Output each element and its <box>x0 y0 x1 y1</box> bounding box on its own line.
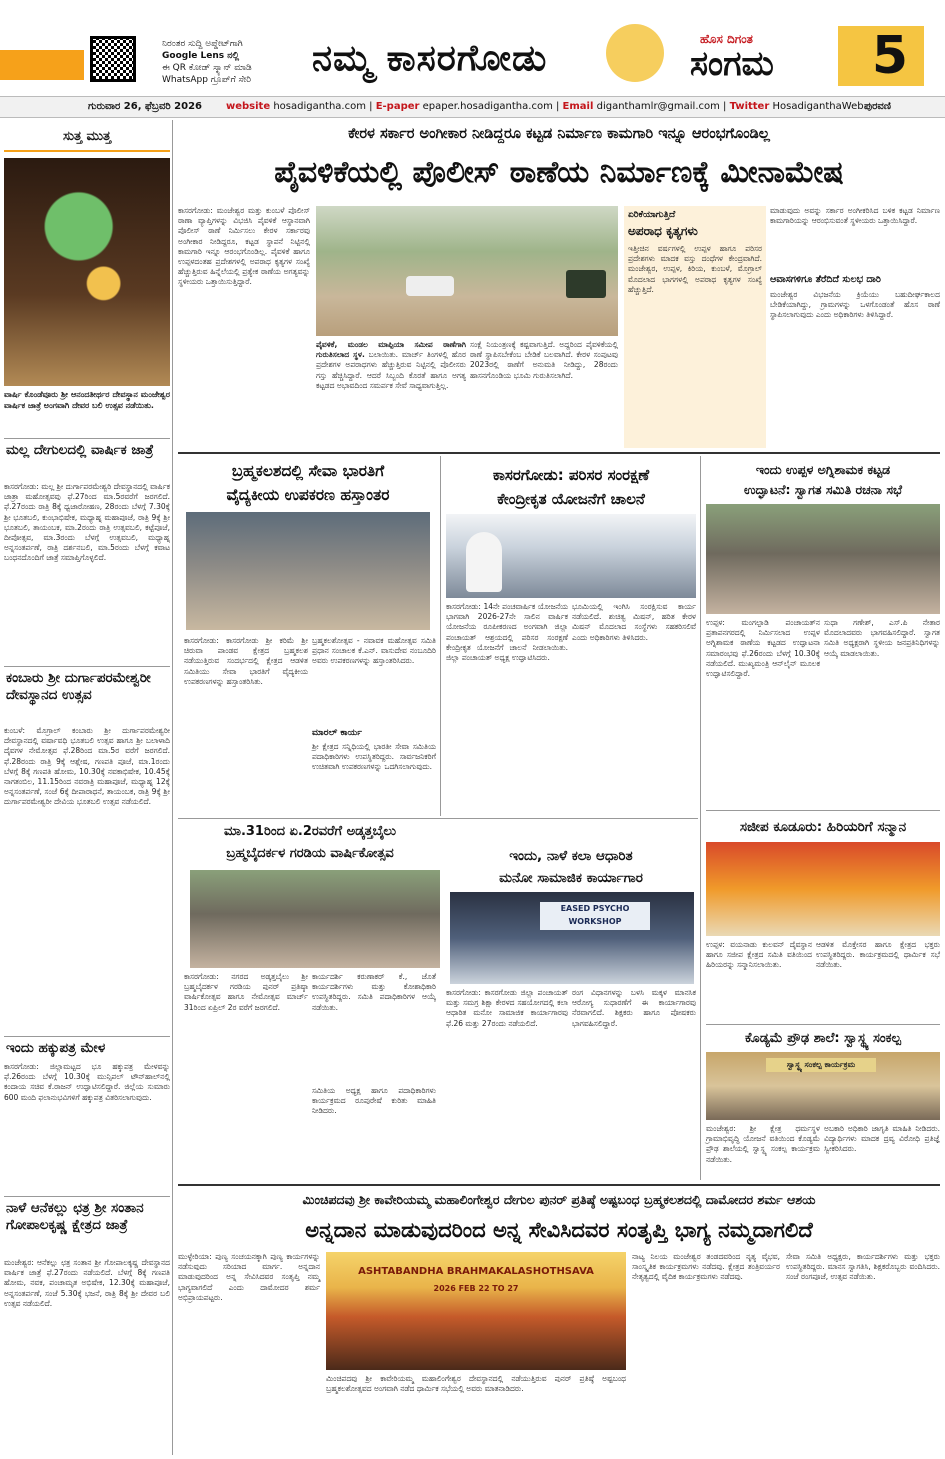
story1-title: ಮಲ್ಲ ದೇಗುಲದಲ್ಲಿ ವಾರ್ಷಿಕ ಜಾತ್ರೆ <box>6 442 154 458</box>
email-link[interactable]: diganthamlr@gmail.com <box>596 101 720 112</box>
school-headline: ಕೊಡ್ಯಮೆ ಪ್ರೌಢ ಶಾಲೆ: ಸ್ವಾಸ್ಥ್ಯ ಸಂಕಲ್ಪ <box>745 1031 901 1046</box>
env-headline-l1: ಕಾಸರಗೋಡು: ಪರಿಸರ ಸಂರಕ್ಷಣೆ <box>492 466 650 484</box>
seva-headline-l2: ವೈದ್ಯಕೀಯ ಉಪಕರಣ ಹಸ್ತಾಂತರ <box>226 486 390 504</box>
sajipa-text-b: ಆಡಳಿತ ಮೊಕ್ತೇಸರ ಹಾಗೂ ಕ್ಷೇತ್ರದ ಭಕ್ತರು ಉಪಸ್ಥಿತರಿದ್ದರು. ಕಾರ್ಯಕ್ರಮದಲ್ಲಿ ಧಾರ್ಮಿಕ ಸಭೆ ನಡೆಯಿತು. <box>816 940 940 970</box>
adka-text-b: ಕಾರ್ಯದರ್ಶಿ ಕರುಣಾಕರ್ ಕೆ., ಜೊತೆ ಕಾರ್ಯದರ್ಶಿಗಳು ಮತ್ತು ಕೋಶಾಧಿಕಾರಿ ಉಪಸ್ಥಿತರಿದ್ದರು. ಸಮಿತಿ ಪದಾಧಿಕಾರಿಗಳ ಆಯ್ಕೆ ನಡೆಯಿತು. <box>312 972 436 1012</box>
kala-slide: EASED PSYCHO WORKSHOP <box>540 902 650 930</box>
qr-line-2: Google Lens ನಲ್ಲಿ <box>162 51 240 61</box>
lead-photo-caption: ಪೈವಳಿಕೆ, ಮಂಡಲ ಮಾಪ್ಪಿಯಾ ಸಮೀಪ ಠಾಣೆಗಾಗಿ ಗುರುತಿಸಲಾದ ಸ್ಥಳ. <box>316 340 466 360</box>
divider <box>4 666 170 667</box>
temple-photo <box>4 158 170 386</box>
adka-headline-l2: ಬ್ರಹ್ಮಬೈದರ್ಕಳ ಗರಡಿಯ ವಾರ್ಷಿಕೋತ್ಸವ <box>226 846 394 861</box>
twitter-label: Twitter <box>729 101 770 112</box>
sajipa-headline: ಸಜೀಪ ಕೂಡೂರು: ಹಿರಿಯರಿಗೆ ಸನ್ಮಾನ <box>739 819 907 835</box>
masthead-accent-bar <box>0 50 84 80</box>
story3-text: ಕಾಸರಗೋಡು: ಜಿಲ್ಲಾಮಟ್ಟದ ಭೂ ಹಕ್ಕುಪತ್ರ ಮೇಳವನ್ನು ಫೆ.26ರಂದು ಬೆಳಗ್ಗೆ 10.30ಕ್ಕೆ ಮುನ್ಸಿಪಲ್ ಟೌನ್‌ಹಾಲ್‌ನಲ್ಲಿ ಕಂದಾಯ ಸಚಿವ ಕೆ.ರಾಜನ್ ಉದ್ಘಾಟಿಸಲಿದ್ದಾರೆ. ಜಿಲ್ಲೆಯ ಸುಮಾರು 600 ಮಂದಿ ಫಲಾನುಭವಿಗಳಿಗೆ ಹಕ್ಕುಪತ್ರ ವಿತರಿಸಲಾಗುವುದು. <box>4 1062 170 1102</box>
column-divider <box>172 120 173 1455</box>
seva-text-b: ಬ್ರಹ್ಮಕಲಶೋತ್ಸವ - ನವಾವಕ ಮಹೋತ್ಸವ ಸಮಿತಿ ಪ್ರಧಾನ ಸಂಚಾಲಕ ಕೆ.ಎನ್. ವಾಸುದೇವ ನಂಬೂದಿರಿ ಅವರು ಉಪಕರಣಗಳನ್ನು ಹಸ್ತಾಂತರಿಸಿದರು. <box>312 636 436 666</box>
story4-title: ನಾಳೆ ಆನೆಕಲ್ಲು ಛತ್ರ ಶ್ರೀ ಸಂತಾನ ಗೋಪಾಲಕೃಷ್ಣ ಕ್ಷೇತ್ರದ ಜಾತ್ರೆ <box>6 1200 144 1233</box>
story2-title: ಕಂಬಾರು ಶ್ರೀ ದುರ್ಗಾಪರಮೇಶ್ವರೀ ದೇವಸ್ಥಾನದ ಉತ್ಸವ <box>6 670 151 703</box>
seva-headline-l1: ಬ್ರಹ್ಮಕಲಶದಲ್ಲಿ ಸೇವಾ ಭಾರತಿಗೆ <box>231 462 385 480</box>
website-label: website <box>226 101 271 112</box>
school-text: ಮಂಜೇಶ್ವರ: ಶ್ರೀ ಕ್ಷೇತ್ರ ಧರ್ಮಸ್ಥಳ ಗ್ರಾಮಾಭಿವೃದ್ಧಿ ಯೋಜನೆ ವತಿಯಿಂದ ಕೊಡ್ಯಮೆ ಪ್ರೌಢ ಶಾಲೆಯಲ್ಲಿ ಸ್ವಾಸ್ಥ್ಯ ಸಂಕಲ್ಪ ಕಾರ್ಯಕ್ರಮ ನಡೆಯಿತು. <box>706 1124 820 1164</box>
crime-sidebox <box>624 206 766 448</box>
divider <box>178 818 698 819</box>
page-number: 5 <box>871 26 909 86</box>
banner-text: ASHTABANDHA BRAHMAKALASHOTHSAVA <box>358 1266 594 1277</box>
bottom-col4: ಸೇವಾ ಸಮಿತಿ ಅಧ್ಯಕ್ಷರು, ಕಾರ್ಯದರ್ಶಿಗಳು ಮತ್ತು ಭಕ್ತರು ಉಪಸ್ಥಿತರಿದ್ದರು. ಮಾನಸ ಸ್ವಾಗತಿಸಿ, ಶಿಕ್ಷಕರೊಬ್ಬರು ವಂದಿಸಿದರು. ಸಂಜೆ ರಂಗಪೂಜೆ, ಉತ್ಸವ ನಡೆಯಿತು. <box>786 1252 940 1282</box>
site-photo <box>316 206 618 336</box>
left-sidebar <box>4 120 170 1455</box>
seva-text-c: ಶ್ರೀ ಕ್ಷೇತ್ರದ ಸನ್ನಿಧಿಯಲ್ಲಿ ಭಾರತೀ ಸೇವಾ ಸಮಿತಿಯ ಪದಾಧಿಕಾರಿಗಳು ಉಪಸ್ಥಿತರಿದ್ದರು. ಸಾರ್ವಜನಿಕರಿಗೆ ಉಚಿತವಾಗಿ ಉಪಕರಣಗಳನ್ನು ಒದಗಿಸಲಾಗುವುದು. <box>312 742 436 772</box>
story3-title: ಇಂದು ಹಕ್ಕುಪತ್ರ ಮೇಳ <box>6 1040 106 1056</box>
adka-headline-l1: ಮಾ.31ರಿಂದ ಏ.2ರವರೆಗೆ ಅಡ್ಕತ್ತಬೈಲು <box>224 824 396 839</box>
speaker-shape <box>466 532 502 592</box>
env-text-b: ಭೂಮಿಯಲ್ಲಿ ಇಂಗಿಸಿ ಸಂರಕ್ಷಿಸುವ ಕಾರ್ಯ ನಡೆಯಲಿದೆ. ಶುಚಿತ್ವ ಮಿಷನ್, ಹರಿತ ಕೇರಳ ಮಿಷನ್ ಮೊದಲಾದ ಸಂಸ್ಥೆಗಳು ಸಹಕರಿಸಲಿವೆ ಎಂದು ಅಧಿಕಾರಿಗಳು ತಿಳಿಸಿದರು. <box>572 602 696 642</box>
info-bar <box>0 96 945 118</box>
seva-sub: ಮಾರಲ್ ಕಾರ್ಯ <box>312 728 362 738</box>
crime-title: ಅಪರಾಧ ಕೃತ್ಯಗಳು <box>628 224 698 238</box>
lead-col5: ಮಾಡುವುದು ಅವನ್ನು ಸರ್ಕಾರ ಅಂಗೀಕರಿಸಿದ ಬಳಿಕ ಕಟ್ಟಡ ನಿರ್ಮಾಣ ಕಾಮಗಾರಿಯನ್ನು ಆರಂಭಿಸುವಂತೆ ಸ್ಥಳೀಯರು ಒತ್ತಾಯಿಸಿದ್ದಾರೆ. <box>770 206 940 226</box>
website-link[interactable]: hosadigantha.com <box>273 101 366 112</box>
seva-photo <box>186 512 430 630</box>
crime-text: ಇತ್ತೀಚಿನ ವರ್ಷಗಳಲ್ಲಿ ಉಪ್ಪಳ ಹಾಗೂ ಪರಿಸರ ಪ್ರದೇಶಗಳು ಮಾದಕ ವಸ್ತು ದಂಧೆಗಳ ಕೇಂದ್ರವಾಗಿದೆ. ಮಂಜೇಶ್ವರ, ಉಪ್ಪಳ, ಕಿರಿಯ, ಕುಂಬಳೆ, ಮೊಗ್ರಾಲ್ ಮೊದಲಾದ ಭಾಗಗಳಲ್ಲಿ ಅಪರಾಧ ಕೃತ್ಯಗಳ ಸಂಖ್ಯೆ ಹೆಚ್ಚುತ್ತಿದೆ. <box>628 244 762 294</box>
issue-date: ಗುರುವಾರ 26, ಫೆಬ್ರವರಿ 2026 <box>88 101 203 112</box>
sajipa-text: ಉಪ್ಪಳ: ವಯನಾಡು ಕುಲವನ್ ದೈವಸ್ಥಾನ ಹಾಗೂ ಸಜೀಪ ಕ್ಷೇತ್ರದ ಸಮಿತಿ ವತಿಯಿಂದ ಹಿರಿಯರನ್ನು ಸನ್ಮಾನಿಸಲಾಯಿತು. <box>706 940 812 970</box>
page-title: ನಮ್ಮ ಕಾಸರಗೋಡು <box>312 37 548 79</box>
lead-col3: ಸಂಕ್ಷೆ ನಿಯಂತ್ರಣಕ್ಕೆ ಕಷ್ಟವಾಗುತ್ತಿದೆ. ಅದ್ದರಿಂದ ಪೈವಳಿಕೆಯಲ್ಲಿ ಠಾಣೆ ಸ್ಥಾಪಿಸಬೇಕೆಂಬ ಬೇಡಿಕೆ ಬಲವಾಗಿದೆ. ಕೇರಳ ಸಂಪುಟವು 2023ರಲ್ಲಿ ಠಾಣೆಗೆ ಅನುಮತಿ ನೀಡಿದ್ದು, 28ರಂದು ಹಾಸನಗೊಂಡಿಯ ಭೂಮಿ ಗುರುತಿಸಲಾಗಿದೆ. <box>470 340 618 380</box>
qr-line-1: ನಿರಂತರ ಸುದ್ದಿ ಅಪ್ಡೇಟ್‌ಗಾಗಿ <box>162 39 243 49</box>
school-text-b: ಅಬಕಾರಿ ಅಧಿಕಾರಿ ಜಾಗೃತಿ ಮಾಹಿತಿ ನೀಡಿದರು. ವಿದ್ಯಾರ್ಥಿಗಳು ಮಾದಕ ದ್ರವ್ಯ ವಿರೋಧಿ ಪ್ರತಿಜ್ಞೆ ಸ್ವೀಕರಿಸಿದರು. <box>824 1124 940 1154</box>
kala-headline-l2: ಮನೋ ಸಾಮಾಜಿಕ ಕಾರ್ಯಾಗಾರ <box>499 870 643 886</box>
lead-col2-text: ಬಲಾಯಿತು. ಮಾರ್ಚ್ ತಿಂಗಳಲ್ಲಿ ಹೊರ ಪ್ರದೇಶಗಳ ಅಪರಾಧಗಳು ಹೆಚ್ಚುತ್ತಿರುವ ನಿಟ್ಟಿನಲ್ಲಿ ಪೊಲೀಸರು ಗಸ್ತು ಹೆಚ್ಚಿಸಿದ್ದಾರೆ. ಆದರೆ ಸಿಬ್ಬಂದಿ ಕೊರತೆ ಹಾಗೂ ಅಗತ್ಯ ಕಟ್ಟಡದ ಅಭಾವದಿಂದ ಸಮರ್ಪಕ ಸೇವೆ ಸಾಧ್ಯವಾಗುತ್ತಿಲ್ಲ. <box>316 350 466 390</box>
epaper-label: E-paper <box>375 101 420 112</box>
bottom-col1: ಮುಳ್ಳೇರಿಯಾ: ಪುಣ್ಯ ಸಂಚಯನಕ್ಕಾಗಿ ಪುಣ್ಯ ಕಾರ್ಯಗಳನ್ನು ನಡೆಸುವುದು ಸರಿಯಾದ ಮಾರ್ಗ. ಅನ್ನದಾನ ಮಾಡುವುದರಿಂದ ಅನ್ನ ಸೇವಿಸಿದವರ ಸಂತೃಪ್ತಿ ನಮ್ಮ ಭಾಗ್ಯವಾಗಲಿದೆ ಎಂದು ದಾಮೋದರ ಶರ್ಮ ಅಭಿಪ್ರಾಯಪಟ್ಟರು. <box>178 1252 320 1302</box>
sajipa-photo <box>706 842 940 936</box>
divider <box>706 1024 940 1025</box>
brand-big: ಸಂಗಮ <box>690 44 774 84</box>
column-divider <box>700 456 701 1180</box>
env-text: ಕಾಸರಗೋಡು: 14ನೇ ಪಂಚವಾರ್ಷಿಕ ಯೋಜನೆಯ ಭಾಗವಾಗಿ 2026-27ನೇ ಸಾಲಿನ ವಾರ್ಷಿಕ ಯೋಜನೆಯ ರೂಪೀಕರಣದ ಅಂಗವಾಗಿ ಜಿಲ್ಲಾ ಪಂಚಾಯತ್ ಆಶ್ರಯದಲ್ಲಿ ಪರಿಸರ ಸಂರಕ್ಷಣೆ ಕೇಂದ್ರೀಕೃತ ಯೋಜನೆಗೆ ಚಾಲನೆ ನೀಡಲಾಯಿತು. ಜಿಲ್ಲಾ ಪಂಚಾಯತ್ ಅಧ್ಯಕ್ಷ ಉದ್ಘಾಟಿಸಿದರು. <box>446 602 568 663</box>
kala-text-a: ಕಾಸರಗೋಡು: ಕಾಸರಗೋಡು ಜಿಲ್ಲಾ ಪಂಚಾಯತ್ ಮತ್ತು ಸಮಗ್ರ ಶಿಕ್ಷಾ ಕೇರಳದ ಸಹಯೋಗದಲ್ಲಿ ಕಲಾ ಆಧಾರಿತ ಮನೋ ಸಾಮಾಜಿಕ ಕಾರ್ಯಾಗಾರವು ಫೆ.26 ಮತ್ತು 27ರಂದು ನಡೆಯಲಿದೆ. <box>446 988 568 1028</box>
kala-headline-l1: ಇಂದು, ನಾಳೆ ಕಲಾ ಆಧಾರಿತ <box>509 848 633 864</box>
fire-text: ಉಪ್ಪಳ: ಮಂಗಲ್ಪಾಡಿ ಪಂಚಾಯತ್‌ನ ಪ್ರತಾಪನಗರದಲ್ಲಿ ನಿರ್ಮಿಸಲಾದ ಉಪ್ಪಳ ಅಗ್ನಿಶಾಮಕ ಠಾಣೆಯ ಕಟ್ಟಡದ ಉದ್ಘಾಟನಾ ಸಮಾರಂಭವು ಫೆ.26ರಂದು ಬೆಳಗ್ಗೆ 10.30ಕ್ಕೆ ನಡೆಯಲಿದೆ. ಮುಖ್ಯಮಂತ್ರಿ ಆನ್‌ಲೈನ್ ಮೂಲಕ ಉದ್ಘಾಟಿಸಲಿದ್ದಾರೆ. <box>706 618 820 679</box>
bottom-headline: ಅನ್ನದಾನ ಮಾಡುವುದರಿಂದ ಅನ್ನ ಸೇವಿಸಿದವರ ಸಂತೃಪ್ತಿ ಭಾಗ್ಯ ನಮ್ಮದಾಗಲಿದೆ <box>305 1218 813 1242</box>
fire-text-b: ಸುಧಾ ಗಣೇಶ್, ಎಸ್.ಪಿ ನೇತಾರ ಮೊದಲಾದವರು ಭಾಗವಹಿಸಲಿದ್ದಾರೆ. ಸ್ವಾಗತ ಸಮಿತಿ ಅಧ್ಯಕ್ಷರಾಗಿ ಸ್ಥಳೀಯ ಜನಪ್ರತಿನಿಧಿಗಳನ್ನು ಆಯ್ಕೆ ಮಾಡಲಾಯಿತು. <box>824 618 940 658</box>
photo-caption: ವಾರ್ಷಿ ಕೊಂಡೆವೂರು ಶ್ರೀ ಆನಂದತೀರ್ಥರ ದೇವಸ್ಥಾನ ಮಂಜೇಶ್ವರ ವಾರ್ಷಿಕ ಜಾತ್ರೆ ಅಂಗವಾಗಿ ದೇವರ ಬಲಿ ಉತ್ಸವ ನಡೆಯಿತು. <box>4 390 170 410</box>
lead-col5-sub: ಆವಾಸಗಳಿಗೂ ತೆರೆದಿದೆ ಸುಲಭ ದಾರಿ <box>770 274 881 285</box>
school-photo <box>706 1052 940 1120</box>
autorickshaw-shape <box>566 270 606 298</box>
masthead <box>0 0 945 96</box>
kala-text-b: ರಂಗ ವಿಧಾನಗಳನ್ನು ಬಳಸಿ ಮಕ್ಕಳ ಮಾನಸಿಕ ಆರೋಗ್ಯ ಸುಧಾರಣೆಗೆ ಈ ಕಾರ್ಯಾಗಾರವು ನೆರವಾಗಲಿದೆ. ಶಿಕ್ಷಕರು ಹಾಗೂ ಪೋಷಕರು ಭಾಗವಹಿಸಲಿದ್ದಾರೆ. <box>572 988 696 1028</box>
qr-instructions <box>162 38 297 86</box>
divider <box>706 810 940 811</box>
adka-photo <box>190 870 440 968</box>
column-divider <box>440 456 441 816</box>
car-shape <box>406 276 454 296</box>
brand-small: ಹೊಸ ದಿಗಂತ <box>700 32 753 46</box>
kala-photo <box>450 892 694 984</box>
fire-headline-l1: ಇಂದು ಉಪ್ಪಳ ಅಗ್ನಿಶಾಮಕ ಕಟ್ಟಡ <box>755 462 891 477</box>
lead-kicker: ಕೇರಳ ಸರ್ಕಾರ ಅಂಗೀಕಾರ ನೀಡಿದ್ದರೂ ಕಟ್ಟಡ ನಿರ್ಮಾಣ ಕಾಮಗಾರಿ ಇನ್ನೂ ಆರಂಭಗೊಂಡಿಲ್ಲ <box>348 126 770 142</box>
bottom-col2: ಮಿಂಚಿಪದವು ಶ್ರೀ ಕಾವೇರಿಯಮ್ಮ ಮಹಾಲಿಂಗೇಶ್ವರ ದೇವಸ್ಥಾನದಲ್ಲಿ ನಡೆಯುತ್ತಿರುವ ಪುನರ್ ಪ್ರತಿಷ್ಠೆ ಅಷ್ಟಬಂಧ ಬ್ರಹ್ಮಕಲಶೋತ್ಸವದ ಅಂಗವಾಗಿ ನಡೆದ ಧಾರ್ಮಿಕ ಸಭೆಯಲ್ಲಿ ಅವರು ಮಾತನಾಡಿದರು. <box>326 1374 626 1394</box>
seva-text-a: ಕಾಸರಗೋಡು: ಕಾಸರಗೋಡು ಶ್ರೀ ಕರಿಮೆ ಶ್ರೀ ಚಿರುವಾ ಪಾಂಡವ ಕ್ಷೇತ್ರದ ಬ್ರಹ್ಮಕಲಶ ನಡೆಯುತ್ತಿರುವ ಸಂದರ್ಭದಲ್ಲಿ ಕ್ಷೇತ್ರದ ಆಡಳಿತ ಸಮಿತಿಯು ಸೇವಾ ಭಾರತಿಗೆ ವೈದ್ಯಕೀಯ ಉಪಕರಣಗಳನ್ನು ಹಸ್ತಾಂತರಿಸಿತು. <box>184 636 308 686</box>
banner-sub: 2026 FEB 22 TO 27 <box>433 1284 519 1293</box>
bottom-story-rule <box>178 1184 940 1186</box>
qr-code-icon[interactable] <box>90 36 136 82</box>
lead-col1: ಕಾಸರಗೋಡು: ಮಂಜೇಶ್ವರ ಮತ್ತು ಕುಂಬಳೆ ಪೊಲೀಸ್ ಠಾಣಾ ವ್ಯಾಪ್ತಿಗಳನ್ನು ವಿಭಜಿಸಿ ಪೈವಳಿಕೆ ಆಸ್ಥಾನವಾಗಿ ಪೊಲೀಸ್ ಠಾಣೆ ನಿರ್ಮಿಸಲು ಕೇರಳ ಸರ್ಕಾರವು ಅಂಗೀಕಾರ ನೀಡಿದ್ದರೂ, ಕಟ್ಟಡ ಸ್ಥಾಪನೆ ನಿಟ್ಟಿನಲ್ಲಿ ಕಾಮಗಾರಿ ಇನ್ನೂ ಆರಂಭಗೊಂಡಿಲ್ಲ. ಪೈವಳಿಕೆ ಹಾಗೂ ಉಪ್ಪಳದಂತಹ ಪ್ರದೇಶಗಳಲ್ಲಿ ಅಪರಾಧ ಕೃತ್ಯಗಳ ಸಂಖ್ಯೆ ಹೆಚ್ಚುತ್ತಿರುವ ಹಿನ್ನೆಲೆಯಲ್ಲಿ ಪ್ರತ್ಯೇಕ ಠಾಣೆಯ ಅಗತ್ಯವನ್ನು ಸ್ಥಳೀಯರು ಒತ್ತಾಯಿಸುತ್ತಿದ್ದಾರೆ. <box>178 206 310 287</box>
divider <box>4 1196 170 1197</box>
lead-col5-b: ಮಂಜೇಶ್ವರ ವಿಭಜನೆಯ ಕ್ರಿಯೆಯು ಬಹುದೀರ್ಘಕಾಲದ ಬೇಡಿಕೆಯಾಗಿದ್ದು, ಗ್ರಾಮಗಳನ್ನು ಒಳಗೊಂಡಂತೆ ಹೊಸ ಠಾಣೆ ಸ್ಥಾಪಿಸಲಾಗುವುದು ಎಂದು ಅಧಿಕಾರಿಗಳು ತಿಳಿಸಿದ್ದಾರೆ. <box>770 290 940 320</box>
epaper-link[interactable]: epaper.hosadigantha.com <box>422 101 553 112</box>
bottom-kicker: ಮಿಂಚಿಪದವು ಶ್ರೀ ಕಾವೇರಿಯಮ್ಮ ಮಹಾಲಿಂಗೇಶ್ವರ ದೇಗುಲ ಪುನರ್ ಪ್ರತಿಷ್ಠೆ ಅಷ್ಟಬಂಧ ಬ್ರಹ್ಮಕಲಶದಲ್ಲಿ ದಾಮೋದರ ಶರ್ಮ ಆಶಯ <box>302 1192 816 1207</box>
crime-kicker: ಏರಿಕೆಯಾಗುತ್ತಿದೆ <box>628 210 676 220</box>
supplement-label: ಪುರವಣಿ <box>864 101 891 112</box>
contact-links: website hosadigantha.com | E-paper epaper.hosadigantha.com | Email diganthamlr@gmail.com | Twitter HosadiganthaWeb <box>226 101 864 112</box>
section-title: ಸುತ್ತ ಮುತ್ತ <box>4 122 170 152</box>
email-label: Email <box>562 101 594 112</box>
qr-line-3: ಈ QR ಕೋಡ್ ಸ್ಕ್ಯಾನ್ ಮಾಡಿ <box>162 63 252 73</box>
divider <box>4 1036 170 1037</box>
env-headline-l2: ಕೇಂದ್ರೀಕೃತ ಯೋಜನೆಗೆ ಚಾಲನೆ <box>497 490 645 508</box>
fire-photo <box>706 504 940 614</box>
adka-text-c: ಸಮಿತಿಯ ಅಧ್ಯಕ್ಷ ಹಾಗೂ ಪದಾಧಿಕಾರಿಗಳು ಕಾರ್ಯಕ್ರಮದ ರೂಪುರೇಷೆ ಕುರಿತು ಮಾಹಿತಿ ನೀಡಿದರು. <box>312 1086 436 1116</box>
adka-text-a: ಕಾಸರಗೋಡು: ನಗರದ ಅಡ್ಕತ್ತಬೈಲು ಶ್ರೀ ಬ್ರಹ್ಮಬೈದರ್ಕಳ ಗರಡಿಯ ಪುನರ್ ಪ್ರತಿಷ್ಠಾ ವಾರ್ಷಿಕೋತ್ಸವ ಹಾಗೂ ನೇಮೋತ್ಸವ ಮಾರ್ಚ್ 31ರಿಂದ ಏಪ್ರಿಲ್ 2ರ ವರೆಗೆ ಜರಗಲಿದೆ. <box>184 972 308 1012</box>
env-photo <box>446 514 696 598</box>
ashtabandha-photo <box>326 1252 626 1370</box>
lead-headline: ಪೈವಳಿಕೆಯಲ್ಲಿ ಪೊಲೀಸ್ ಠಾಣೆಯ ನಿರ್ಮಾಣಕ್ಕೆ ಮೀನಾಮೇಷ <box>274 155 844 190</box>
twitter-link[interactable]: HosadiganthaWeb <box>772 101 864 112</box>
lead-bottom-rule <box>178 452 940 454</box>
divider <box>4 438 170 439</box>
school-banner: ಸ್ವಾಸ್ಥ್ಯ ಸಂಕಲ್ಪ ಕಾರ್ಯಕ್ರಮ <box>766 1058 876 1072</box>
lead-col2 <box>316 340 466 448</box>
bottom-col3: ನಾಟ್ಯ ನಿಲಯ ಮಂಜೇಶ್ವರ ತಂಡದವರಿಂದ ನೃತ್ಯ ವೈಭವ, ಸಾಂಸ್ಕೃತಿಕ ಕಾರ್ಯಕ್ರಮಗಳು ನಡೆದವು. ಕ್ಷೇತ್ರದ ತಂತ್ರಿವರ್ಯರ ನೇತೃತ್ವದಲ್ಲಿ ವೈದಿಕ ಕಾರ್ಯಕ್ರಮಗಳು ನಡೆದವು. <box>632 1252 780 1282</box>
story1-text: ಕಾಸರಗೋಡು: ಮಲ್ಲ ಶ್ರೀ ದುರ್ಗಾಪರಮೇಶ್ವರಿ ದೇವಸ್ಥಾನದಲ್ಲಿ ವಾರ್ಷಿಕ ಜಾತ್ರಾ ಮಹೋತ್ಸವವು ಫೆ.27ರಿಂದ ಮಾ.5ರವರೆಗೆ ಜರಗಲಿದೆ. ಫೆ.27ರಂದು ರಾತ್ರಿ 8ಕ್ಕೆ ಧ್ವಜಾರೋಹಣ, 28ರಂದು ಬೆಳಗ್ಗೆ 7.30ಕ್ಕೆ ಶ್ರೀ ಭೂತಬಲಿ, ಕುಂಭಾಭಿಷೇಕ, ಮಧ್ಯಾಹ್ನ ಮಹಾಪೂಜೆ, ರಾತ್ರಿ 9ಕ್ಕೆ ಶ್ರೀ ಭೂತಬಲಿ, ತಾಯಂಬಕ, ಮಾ.2ರಂದು ರಾತ್ರಿ ಉತ್ಸವಬಲಿ, ಕಟ್ಟೆಪೂಜೆ, ದೀಪೋತ್ಸವ, ಮಾ.3ರಂದು ಬೆಳಗ್ಗೆ ಉತ್ಸವಬಲಿ, ಮಧ್ಯಾಹ್ನ ಅನ್ನಸಂತರ್ಪಣೆ, ರಾತ್ರಿ ದರ್ಶನಬಲಿ, ಮಾ.5ರಂದು ಬೆಳಗ್ಗೆ ಕವಾಟ ಬಂಧನದೊಂದಿಗೆ ಜಾತ್ರೆ ಸಮಾಪ್ತಿಗೊಳ್ಳಲಿದೆ. <box>4 482 170 563</box>
qr-line-4: WhatsApp ಗ್ರೂಪ್‌ಗೆ ಸೇರಿ <box>162 75 252 85</box>
story4-text: ಮಂಜೇಶ್ವರ: ಆನೆಕಲ್ಲು ಛತ್ರ ಸಂತಾನ ಶ್ರೀ ಗೋಪಾಲಕೃಷ್ಣ ದೇವಸ್ಥಾನದ ವಾರ್ಷಿಕ ಜಾತ್ರೆ ಫೆ.27ರಂದು ನಡೆಯಲಿದೆ. ಬೆಳಗ್ಗೆ 8ಕ್ಕೆ ಗಣಪತಿ ಹೋಮ, ನವಕ, ಪಂಚಾಮೃತ ಅಭಿಷೇಕ, 12.30ಕ್ಕೆ ಮಹಾಪೂಜೆ, ಅನ್ನಸಂತರ್ಪಣೆ, ಸಂಜೆ 5.30ಕ್ಕೆ ಭಜನೆ, ರಾತ್ರಿ 8ಕ್ಕೆ ಶ್ರೀ ದೇವರ ಬಲಿ ಉತ್ಸವ ನಡೆಯಲಿದೆ. <box>4 1258 170 1308</box>
story2-text: ಕುಂಬಳೆ: ಮೊಗ್ರಾಲ್ ಕಂಬಾರು ಶ್ರೀ ದುರ್ಗಾಪರಮೇಶ್ವರೀ ದೇವಸ್ಥಾನದಲ್ಲಿ ವರ್ಷಾವಧಿ ಭೂತಬಲಿ ಉತ್ಸವ ಹಾಗೂ ಶ್ರೀ ಬಲಾಳಾದಿ ದೈವಗಳ ನೇಮೋತ್ಸವ ಫೆ.28ರಿಂದ ಮಾ.5ರ ವರೆಗೆ ಜರಗಲಿದೆ. ಫೆ.28ರಂದು ರಾತ್ರಿ 9ಕ್ಕೆ ಆಶ್ಲೇಷ, ಗಣಪತಿ ಪೂಜೆ, ಮಾ.1ರಂದು ಬೆಳಗ್ಗೆ 8ಕ್ಕೆ ಗಣಪತಿ ಹೋಮ, 10.30ಕ್ಕೆ ನವಕಾಭಿಷೇಕ, 10.45ಕ್ಕೆ ನಾಗತಂಬಿಲ, 11.15ರಿಂದ ನವರಾತ್ರಿ ಮಹಾಪೂಜೆ, ಮಧ್ಯಾಹ್ನ 12ಕ್ಕೆ ಅನ್ನಸಂತರ್ಪಣೆ, ಸಂಜೆ 6ಕ್ಕೆ ದೀಪಾರಾಧನೆ, ತಾಯಂಬಕ, ರಾತ್ರಿ 9ಕ್ಕೆ ಶ್ರೀ ದುರ್ಗಾಪರಮೇಶ್ವರೀ ದೇವಿಯ ಭೂತಬಲಿ ಉತ್ಸವ ನಡೆಯಲಿದೆ. <box>4 726 170 807</box>
fire-headline-l2: ಉದ್ಘಾಟನೆ: ಸ್ವಾಗತ ಸಮಿತಿ ರಚನಾ ಸಭೆ <box>743 482 902 497</box>
